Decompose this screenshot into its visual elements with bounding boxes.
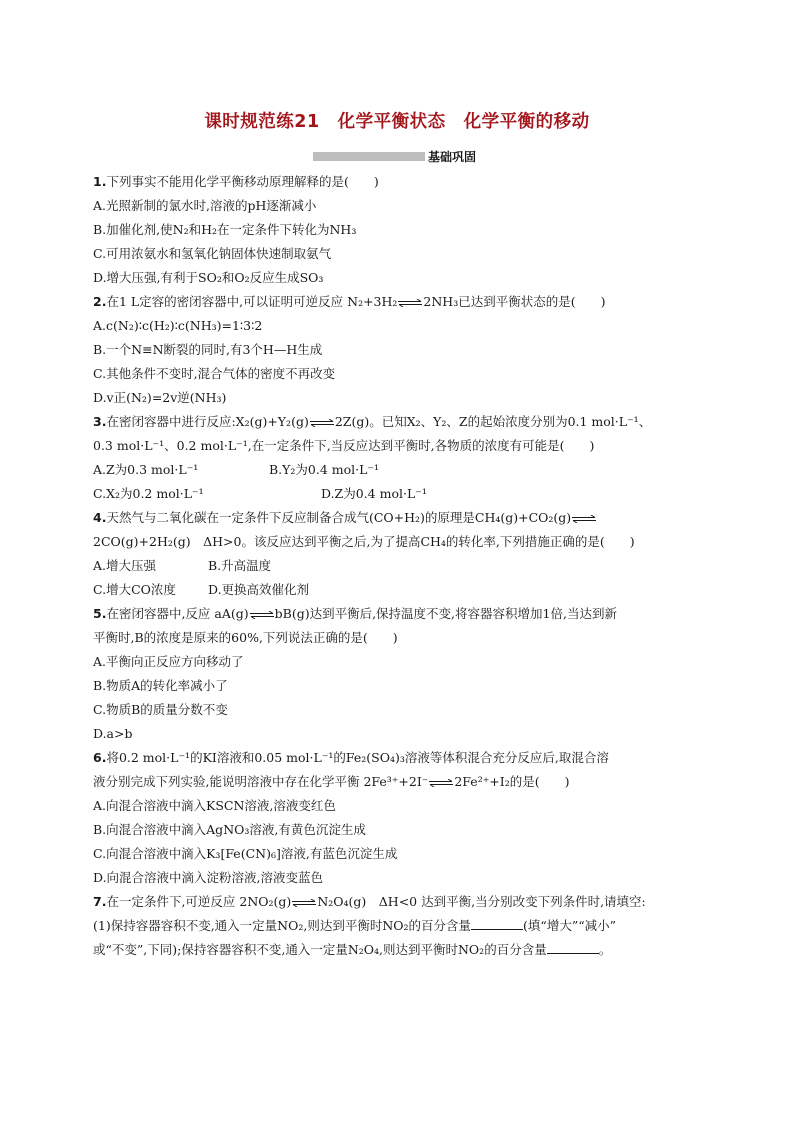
equilibrium-arrow-icon — [571, 515, 597, 523]
q2-option-d: D.v正(N₂)=2v逆(NH₃) — [93, 390, 227, 405]
section-bar — [313, 152, 425, 161]
q5-stem-line — [93, 602, 718, 626]
q7-sub1-line-2 — [93, 938, 718, 962]
q6-option-b: B.向混合溶液中滴入AgNO₃溶液,有黄色沉淀生成 — [93, 822, 366, 837]
q6-stem-line — [93, 746, 718, 770]
q7-sub1-line-1 — [93, 914, 718, 938]
q4-option-a: A.增大压强 — [93, 558, 157, 573]
q5-stem-c: 平衡时,B的浓度是原来的60%,下列说法正确的是( ) — [93, 630, 398, 645]
q1-stem-line — [93, 170, 718, 194]
q5-option-d: D.a>b — [93, 726, 133, 741]
q4-option-d: D.更换高效催化剂 — [208, 582, 310, 597]
equilibrium-arrow-icon — [397, 299, 423, 307]
q1-option-c: C.可用浓氨水和氢氧化钠固体快速制取氨气 — [93, 246, 332, 261]
q5-option-a: A.平衡向正反应方向移动了 — [93, 654, 244, 669]
q5-stem-a: 在密闭容器中,反应 aA(g) — [106, 606, 249, 621]
q2-option-b: B.一个N≡N断裂的同时,有3个H—H生成 — [93, 342, 323, 357]
equilibrium-arrow-icon — [309, 419, 335, 427]
q5-option-b: B.物质A的转化率减小了 — [93, 678, 228, 693]
answer-blank-2[interactable] — [547, 941, 599, 954]
q6-option-c: C.向混合溶液中滴入K₃[Fe(CN)₆]溶液,有蓝色沉淀生成 — [93, 846, 398, 861]
q3-stem-line — [93, 410, 718, 434]
q3-stem-b: 2Z(g)。已知X₂、Y₂、Z的起始浓度分别为0.1 mol·L⁻¹、 — [334, 414, 652, 429]
q4-number: 4. — [93, 510, 107, 525]
q3-number: 3. — [93, 414, 107, 429]
q3-option-b: B.Y₂为0.4 mol·L⁻¹ — [269, 462, 380, 477]
equilibrium-arrow-icon — [428, 779, 454, 787]
q4-options-row-2 — [93, 578, 718, 602]
page-title: 课时规范练21 化学平衡状态 化学平衡的移动 — [204, 112, 590, 132]
answer-blank-1[interactable] — [471, 917, 523, 930]
q4-stem-a: 天然气与二氧化碳在一定条件下反应制备合成气(CO+H₂)的原理是CH₄(g)+CO₂(g) — [106, 510, 572, 525]
q6-option-a: A.向混合溶液中滴入KSCN溶液,溶液变红色 — [93, 798, 336, 813]
q6-stem-b: 液分别完成下列实验,能说明溶液中存在化学平衡 2Fe³⁺+2I⁻ — [93, 774, 429, 789]
q4-stem-b: 2CO(g)+2H₂(g) ΔH>0。该反应达到平衡之后,为了提高CH₄的转化率,下列措施正确的是( ) — [93, 534, 635, 549]
q7-sub1-b: (填“增大”“减小” — [523, 918, 616, 933]
q1-option-d: D.增大压强,有利于SO₂和O₂反应生成SO₃ — [93, 270, 324, 285]
section-header — [313, 148, 476, 164]
question-list — [93, 170, 718, 962]
q6-stem-a: 将0.2 mol·L⁻¹的KI溶液和0.05 mol·L⁻¹的Fe₂(SO₄)₃溶液等体积混合充分反应后,取混合溶 — [106, 750, 609, 765]
q3-stem-a: 在密闭容器中进行反应:X₂(g)+Y₂(g) — [106, 414, 309, 429]
q5-option-c: C.物质B的质量分数不变 — [93, 702, 228, 717]
q4-options-row-1 — [93, 554, 718, 578]
q7-sub1-d: 。 — [598, 942, 612, 957]
q2-stem-b: 2NH₃已达到平衡状态的是( ) — [423, 294, 606, 309]
equilibrium-arrow-icon — [291, 899, 317, 907]
q7-sub1-a: (1)保持容器容积不变,通入一定量NO₂,则达到平衡时NO₂的百分含量 — [93, 918, 472, 933]
q3-option-c: C.X₂为0.2 mol·L⁻¹ — [93, 486, 204, 501]
q4-option-c: C.增大CO浓度 — [93, 582, 176, 597]
q6-stem-line-2 — [93, 770, 718, 794]
q6-number: 6. — [93, 750, 107, 765]
q3-options-row-2 — [93, 482, 718, 506]
q2-stem-line — [93, 290, 718, 314]
q1-option-b: B.加催化剂,使N₂和H₂在一定条件下转化为NH₃ — [93, 222, 357, 237]
q5-stem-b: bB(g)达到平衡后,保持温度不变,将容器容积增加1倍,当达到新 — [274, 606, 617, 621]
q7-stem-b: N₂O₄(g) ΔH<0 达到平衡,当分别改变下列条件时,请填空: — [317, 894, 646, 909]
q2-option-c: C.其他条件不变时,混合气体的密度不再改变 — [93, 366, 336, 381]
q2-number: 2. — [93, 294, 107, 309]
q4-stem-line — [93, 506, 718, 530]
q3-stem-c: 0.3 mol·L⁻¹、0.2 mol·L⁻¹,在一定条件下,当反应达到平衡时,各物质的浓度有可能是( ) — [93, 438, 595, 453]
q4-option-b: B.升高温度 — [208, 558, 272, 573]
equilibrium-arrow-icon — [249, 611, 275, 619]
q7-sub1-c: 或“不变”,下同);保持容器容积不变,通入一定量N₂O₄,则达到平衡时NO₂的百分含量 — [93, 942, 547, 957]
q1-stem: 下列事实不能用化学平衡移动原理解释的是( ) — [106, 174, 379, 189]
q7-number: 7. — [93, 894, 107, 909]
q6-stem-c: 2Fe²⁺+I₂的是( ) — [454, 774, 570, 789]
q7-stem-line — [93, 890, 718, 914]
q1-option-a: A.光照新制的氯水时,溶液的pH逐渐减小 — [93, 198, 317, 213]
q2-stem-a: 在1 L定容的密闭容器中,可以证明可逆反应 N₂+3H₂ — [106, 294, 398, 309]
q2-option-a: A.c(N₂)∶c(H₂)∶c(NH₃)=1∶3∶2 — [93, 318, 263, 333]
q6-option-d: D.向混合溶液中滴入淀粉溶液,溶液变蓝色 — [93, 870, 324, 885]
q3-options-row-1 — [93, 458, 718, 482]
q7-stem-a: 在一定条件下,可逆反应 2NO₂(g) — [106, 894, 292, 909]
q5-number: 5. — [93, 606, 107, 621]
q1-number: 1. — [93, 174, 107, 189]
q3-option-a: A.Z为0.3 mol·L⁻¹ — [93, 462, 199, 477]
section-label: 基础巩固 — [428, 149, 477, 164]
q3-option-d: D.Z为0.4 mol·L⁻¹ — [321, 486, 427, 501]
